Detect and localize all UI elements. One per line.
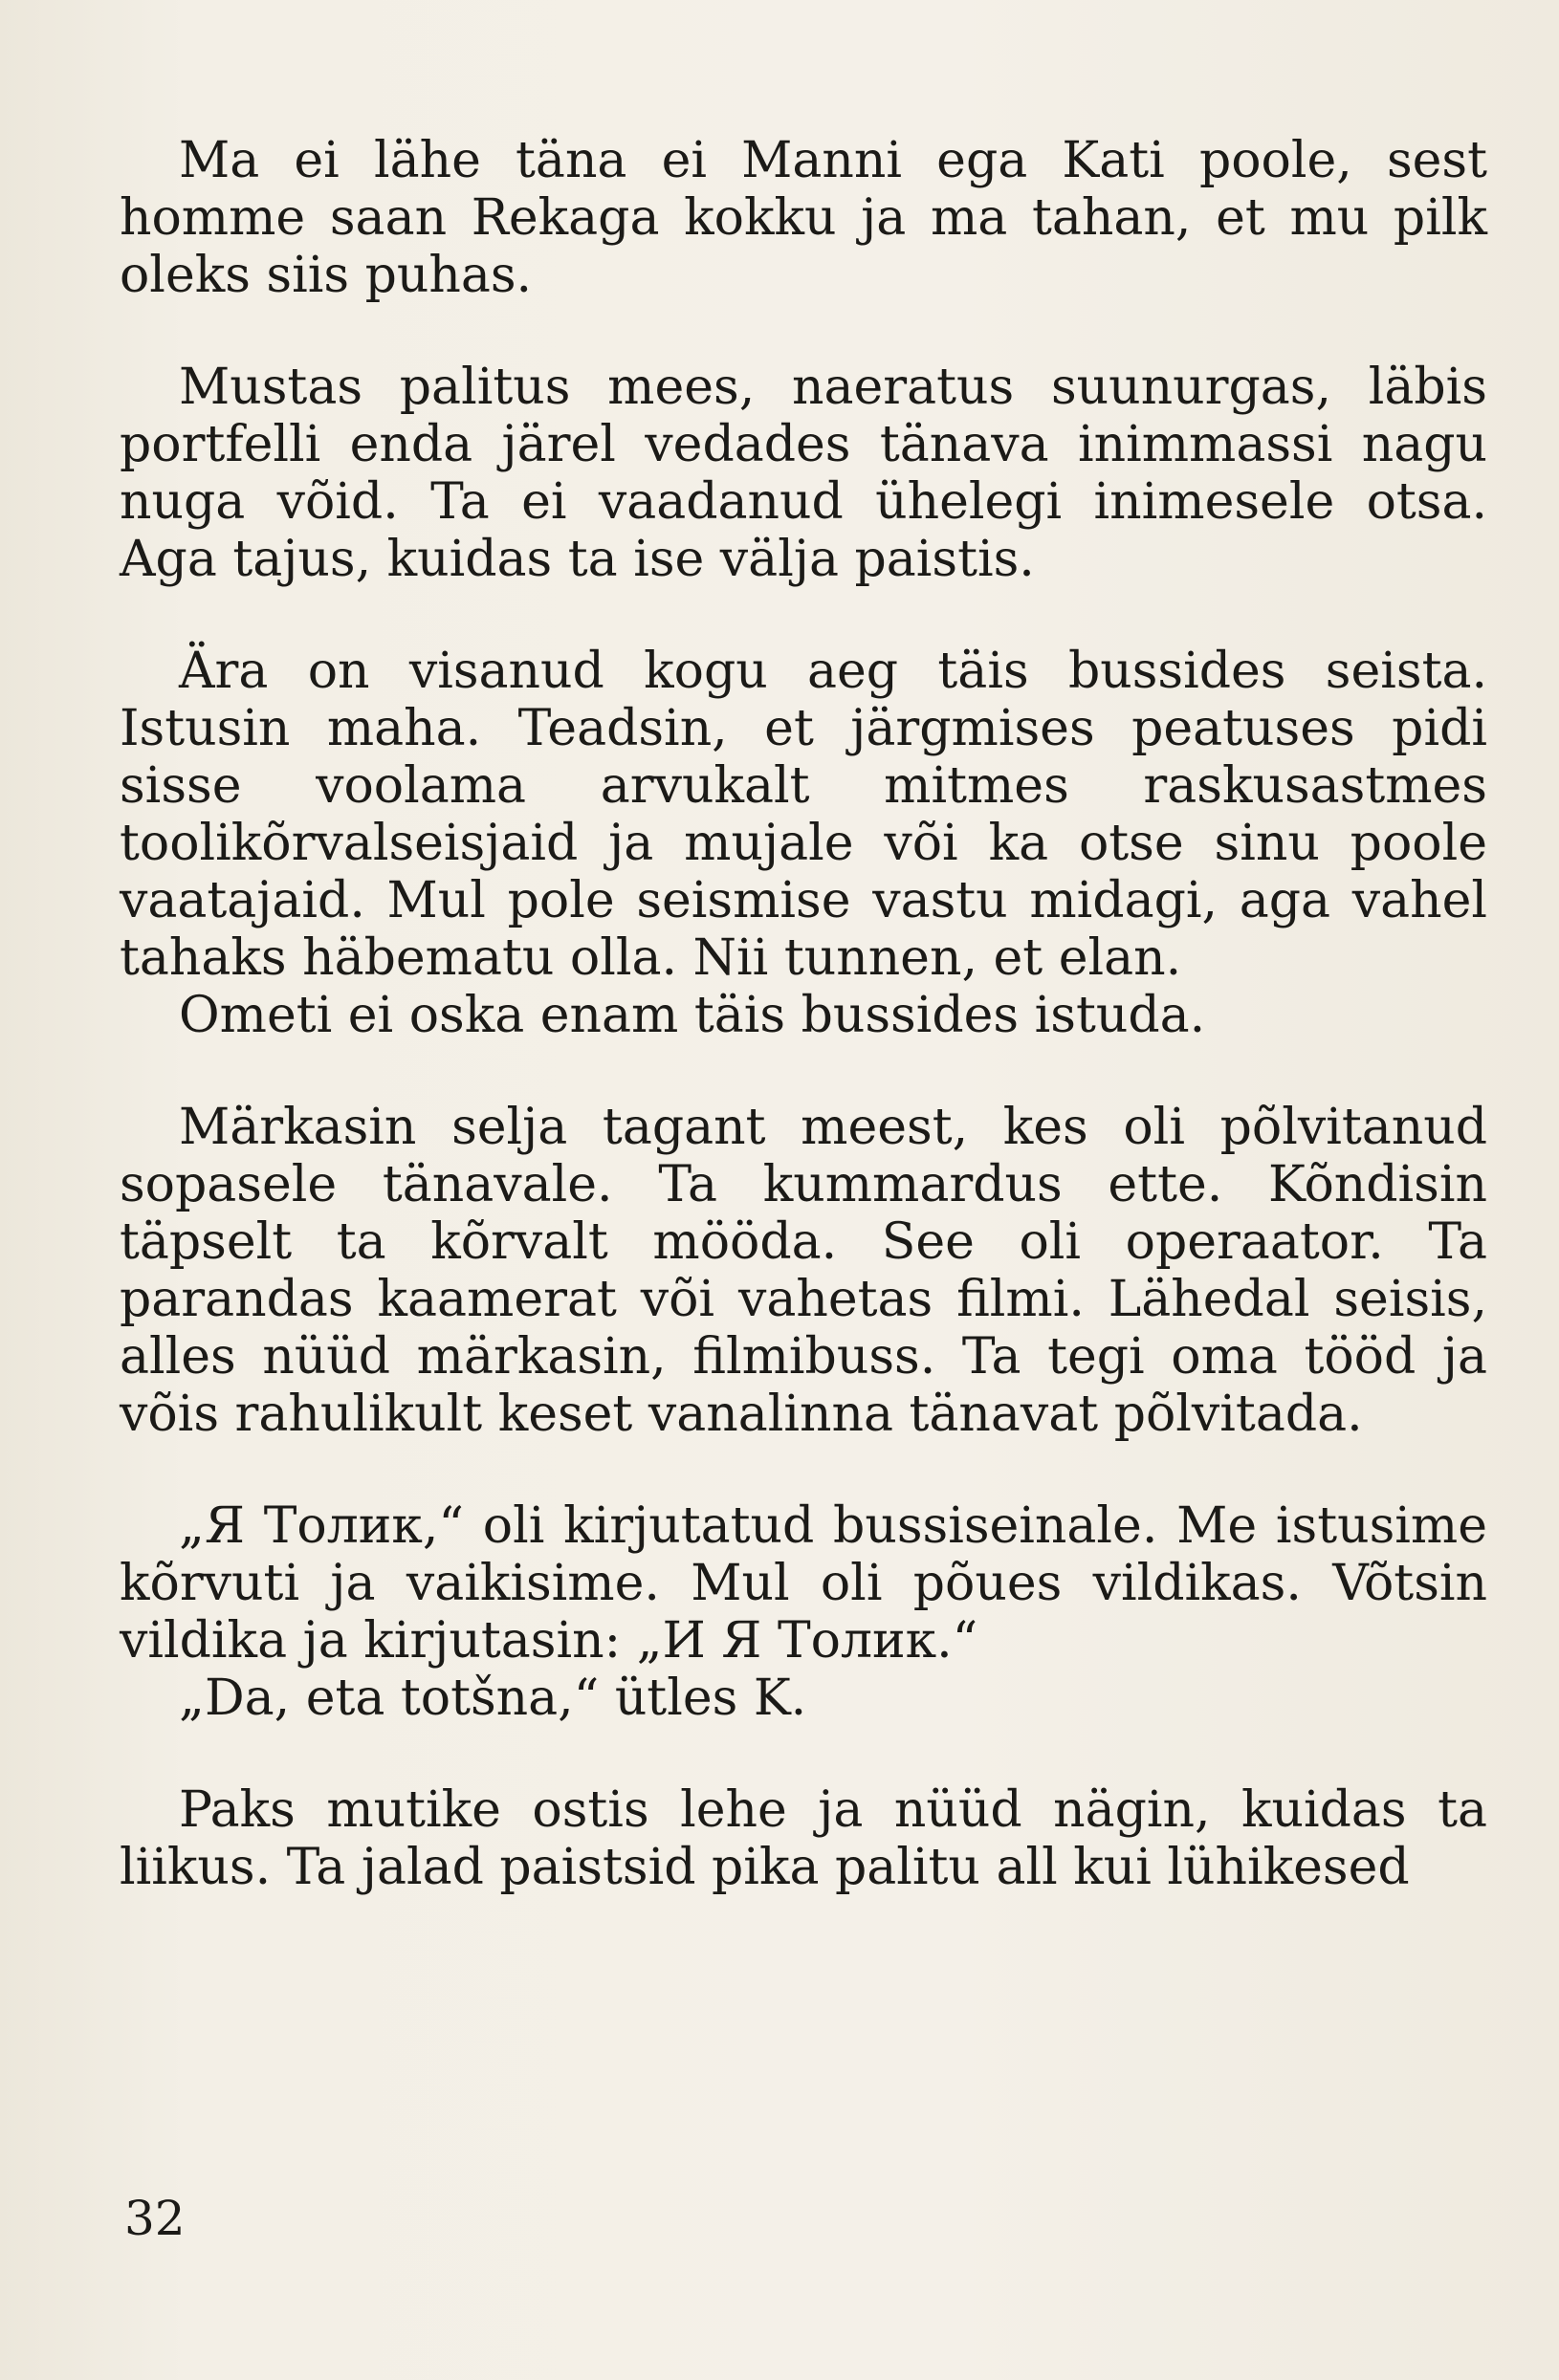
paragraph-4: Ometi ei oska enam täis bussides istuda. bbox=[179, 987, 1206, 1044]
paragraph-7: „Da, eta totšna,“ ütles K. bbox=[179, 1670, 807, 1727]
body-text bbox=[120, 132, 1487, 1896]
paragraph-6: „Я Толик,“ oli kirjutatud bussiseinale. Me istusime kõrvuti ja vaikisime. Mul oli põues vildikas. Võtsin vildika ja kirjutasin: „И Я Толик.“ bbox=[120, 1497, 1487, 1670]
paragraph-3: Ära on visanud kogu aeg täis bussides seista. Istusin maha. Teadsin, et järgmises peatuses pidi sisse voolama arvukalt mitmes raskusastmes toolikõrvalseisjaid ja mujale või ka otse sinu poole vaatajaid. Mul pole seismise vastu midagi, aga vahel tahaks häbematu olla. Nii tunnen, et elan. bbox=[120, 643, 1487, 987]
page-number: 32 bbox=[124, 2191, 186, 2246]
paragraph-5: Märkasin selja tagant meest, kes oli põlvitanud sopasele tänavale. Ta kummardus ette. Kõndisin täpselt ta kõrvalt mööda. See oli operaator. Ta parandas kaamerat või vahetas filmi. Lähedal seisis, alles nüüd märkasin, filmibuss. Ta tegi oma tööd ja võis rahulikult keset vanalinna tänavat põlvitada. bbox=[120, 1099, 1487, 1443]
paragraph-1: Ma ei lähe täna ei Manni ega Kati poole, sest homme saan Rekaga kokku ja ma tahan, et mu pilk oleks siis puhas. bbox=[120, 132, 1487, 304]
paragraph-8: Paks mutike ostis lehe ja nüüd nägin, kuidas ta liikus. Ta jalad paistsid pika palitu all kui lühikesed bbox=[120, 1781, 1487, 1896]
paragraph-2: Mustas palitus mees, naeratus suunurgas, läbis portfelli enda järel vedades tänava inimmassi nagu nuga võid. Ta ei vaadanud ühelegi inimesele otsa. Aga tajus, kuidas ta ise välja paistis. bbox=[120, 359, 1487, 588]
